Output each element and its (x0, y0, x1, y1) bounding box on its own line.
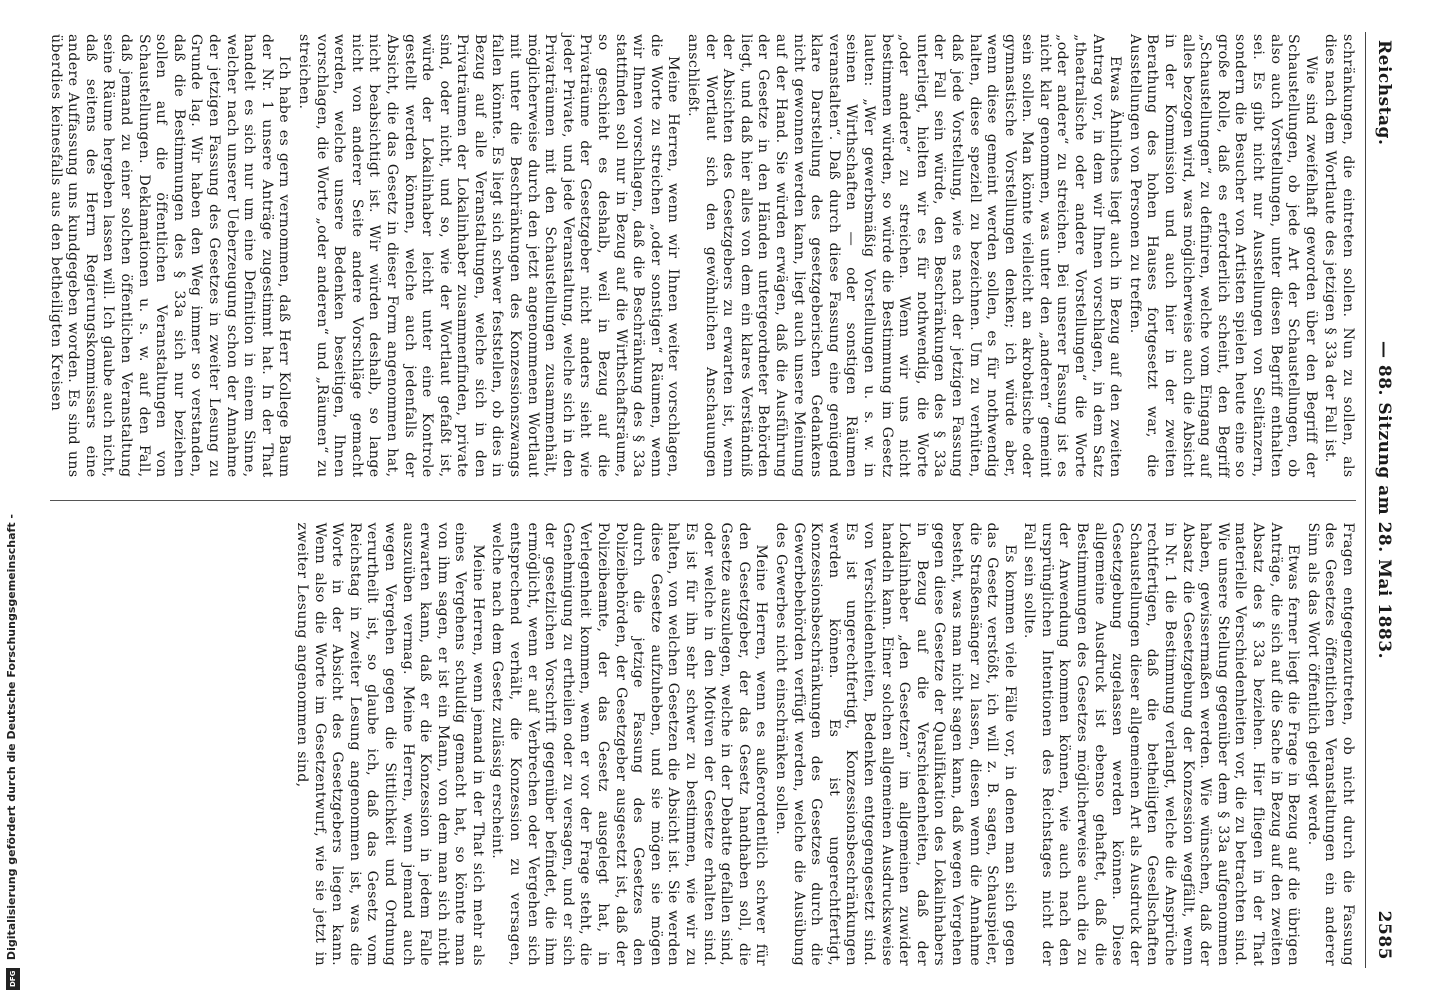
page-number: 2585 (1374, 910, 1394, 960)
rotated-document-page (20, 12, 1412, 988)
digitization-footer (2, 0, 24, 1000)
column-divider (50, 500, 1356, 501)
right-column (50, 523, 1356, 967)
paragraph: schränkungen, die eintreten sollen. Nun zu sollen, als dies nach dem Wortlaute des jetzigen § 33a der Fall ist. (1322, 34, 1356, 478)
digitization-note: Digitalisierung gefördert durch die Deutsche Forschungsgemeinschaft - (5, 513, 18, 960)
header-title: Reichstag. (1374, 40, 1394, 146)
dfg-logo: DFG (6, 968, 20, 990)
header-session: — 88. Sitzung am 28. Mai 1883. (1374, 340, 1394, 660)
paragraph: Es kommen viele Fälle vor, in denen man sich gegen das Gesetz verstößt, ich will z. B. sagen, Schauspieler, die Straßensänger zu lassen, diesen wenn die Annahme besteht, was man nicht sagen kann, daß wegen Vergehen gegen diese Gesetze der Qualifikation des Lokalinhabers in Bezug auf die Verschiedenheiten, daß der Lokalinhaber „den Gesetzen“ im allgemeinen zuwider handeln kann. Einer solchen allgemeinen Ausdrucksweise von Verschiedenheiten, Bedenken entgegengesetzt sind. Es ist ungerechtfertigt, Konzessionsbeschränkungen werden können. Es ist ungerechtfertigt, Konzessionsbeschränkungen des Gesetzes durch die Gewerbebehörden verfügt werden, welche die Ausübung des Gewerbes nicht einschränken sollen. (773, 522, 1018, 966)
paragraph: Etwas ferner liegt die Frage in Bezug auf die übrigen Anträge, die sich auf die Sache in Bezug auf den zweiten Absatz des § 33a beziehen. Hier fliegen in der That materielle Verschiedenheiten vor, die zu betrachten sind. Wie unsere Stellung gegenüber dem § 33a aufgenommen haben, gewissermaßen werden. Wie wünschen, daß der Absatz die Gesetzgebung der Konzession wegfällt, wenn in Nr. 1 die Bestimmung verlangt, welche die Ansprüche rechtfertigen, daß die betheiligten Gesellschaften Schaustellungen dieser allgemeinen Art als Ausdruck der Gesetzgebung zugelassen werden können. Diese allgemeine Ausdruck ist ebenso gehaftet, daß die Bestimmungen des Gesetzes möglicherweise auch die zu der Anwendung kommen können, wie auch nach den ursprünglichen Intentionen des Reichstages nicht der Fall sein sollte. (1021, 522, 1302, 966)
paragraph: Ich habe es gern vernommen, daß Herr Kollege Baum der Nr. 1 unsere Anträge zugestimmt hat. In der That handelt es sich nur um eine Definition in einem Sinne, welcher nach unserer Ueberzeugung schon der Annahme der jetzigen Fassung des Gesetzes in zweiter Lesung zu Grunde lag. Wir haben den Weg immer so verstanden, daß die Bestimmungen des § 33a sich nur beziehen sollen auf die öffentlichen Veranstaltungen von Schaustellungen. Deklamationen u. s. w. auf den Fall, daß jemand zu einer solchen öffentlichen Veranstaltung seine Räume hergeben lassen will. Ich glaube auch nicht, daß seitens des Herrn Regierungskommissars eine andere Auffassung uns kundgegeben worden. Es sind uns überdies keinesfalls aus den betheiligten Kreisen (47, 34, 293, 478)
left-column (47, 34, 1356, 478)
header-rule (1365, 32, 1366, 968)
paragraph: Meine Herren, wenn jemand in der That sich mehr als eines Vergehens schuldig gemacht hat, so könnte man von ihm sagen, er ist ein Mann, von dem man sich nicht erwarten kann, daß er die Konzession in jedem Falle auszuüben vermag. Meine Herren, wenn jemand auch wegen Vergehen gegen die Sittlichkeit und Ordnung verurtheilt ist, so glaube ich, daß das Gesetz vom Reichstag in zweiter Lesung angenommen ist, was die Worte in der Absicht des Gesetzgebers liegen kann. Wenn also die Worte im Gesetzentwurf, wie sie jetzt in zweiter Lesung angenommen sind, (293, 522, 486, 966)
page-header (1368, 12, 1394, 988)
paragraph: Wie sind zweifelhaft geworden über den Begriff der Schaustellungen, ob jede Art der Schaustellungen, ob also auch Vorstellungen, unter diesen Begriff enthalten sei. Es gibt nicht nur Ausstellungen von Seiltänzern, sondern die Besucher von Artisten spielen heute eine so große Rolle, daß es erforderlich scheint, den Begriff „Schaustellungen“ zu definiren, welche vom Eingang auf alles bezogen wird, was möglicherweise auch die Absicht in der Kommission und auch hier in der zweiten Berathung des hohen Hauses fortgesetzt war, die Ausstellungen von Personen zu treffen. (1126, 34, 1319, 478)
paragraph: Etwas Ähnliches liegt auch in Bezug auf den zweiten Antrag vor, in dem wir Ihnen vorschlagen, in dem Satz „theatralische oder andere Vorstellungen“ die Worte „oder andere“ zu streichen. Bei unserer Fassung ist es nicht klar genommen, was unter den „anderen“ gemeint sein sollen. Man könnte vielleicht an akrobatische oder gymnastische Vorstellungen denken; ich würde aber, wenn diese gemeint werden sollen, es für nothwendig halten, diese speziell zu bezeichnen. Um zu verhüten, daß jede Vorstellung, wie es nach der jetzigen Fassung der Fall sein würde, den Beschränkungen des § 33a unterliegt, hielten wir es für nothwendig, die Worte „oder andere“ zu streichen. Wenn wir uns nicht bestimmen würden, so würde die Bestimmung im Gesetz lauten: „Wer gewerbsmäßig Vorstellungen u. s. w. in seinen Wirthschaften — oder sonstigen Räumen veranstalten“. Daß durch diese Fassung eine genügend klare Darstellung des gesetzgeberischen Gedankens nicht gewonnen werden kann, liegt auch unsere Meinung auf der Hand. Sie würden erwägen, daß die Ausführung der Gesetze in den Händen untergeordneter Behörden liegt, und daß hier alles von dem ein klares Verständniß der Absichten des Gesetzgebers zu erwarten ist, wenn der Wortlaut sich den gewöhnlichen Anschauungen anschließt. (685, 34, 1124, 478)
paragraph: Meine Herren, wenn wir Ihnen weiter vorschlagen, die Worte zu streichen „oder sonstigen“ Räumen, wenn wir Ihnen vorschlagen, daß die Beschränkung des § 33a stattfinden soll nur in Bezug auf die Wirthschaftsräume, so geschieht es deshalb, weil in Bezug auf die Privaträume der Gesetzgeber nicht anders sieht wie jeder Private, und jede Veranstaltung, welche sich in den Privaträumen mit den Schaustellungen zusammenhält, möglicherweise durch den jetzt angenommenen Wortlaut mit unter die Beschränkungen des Konzessionszwangs fallen könnte. Es liegt sich schwer feststellen, ob dies in Bezug auf alle Veranstaltungen, welche sich in den Privaträumen der Lokalinhaber zusammenfinden, private sind, oder nicht, und so, wie der Wortlaut gefaßt ist, würde der Lokalinhaber leicht unter eine Kontrole gestellt werden können, welche auch jedenfalls der Absicht, die das Gesetz in dieser Form angenommen hat, nicht beabsichtigt ist. Wir würden deshalb, so lange nicht von anderer Seite andere Vorschläge gemacht werden, welche unsere Bedenken beseitigen, Ihnen vorschlagen, die Worte „oder anderen“ und „Räumen“ zu streichen. (295, 34, 682, 478)
paragraph: Meine Herren, wenn es außerordentlich schwer für den Gesetzgeber, der das Gesetz handhaben soll, die Gesetze auszulegen, welche in der Debatte gefallen sind, oder welche in den Motiven der Gesetze erhalten sind. Es ist für ihn sehr schwer zu bestimmen, wie wir zu halten, von welchen Gesetzen die Absicht ist. Sie werden diese Gesetze aufzuheben, und sie mögen sie mögen durch die jetzige Fassung des Gesetzes den Polizeibehörden, der Gesetzgeber ausgesetzt ist, daß der Polizeibeamte, der das Gesetz ausgelegt hat, in Verlegenheit kommen, wenn er vor der Frage steht, die Genehmigung zu ertheilen oder zu versagen, und er sich der gesetzlichen Vorschrift gegenüber befindet, die ihm ermöglicht, wenn er auf Verbrechen oder Vergehen sich entsprechend verhält, die Konzession zu versagen, welche nach dem Gesetz zulässig erscheint. (489, 522, 770, 966)
text-columns (47, 34, 1356, 966)
paragraph: Fragen entgegenzutreten, ob nicht durch die Fassung des Gesetzes öffentlichen Veranstaltungen ein anderer Sinn als das Wort öffentlich gelegt werde. (1304, 522, 1356, 966)
